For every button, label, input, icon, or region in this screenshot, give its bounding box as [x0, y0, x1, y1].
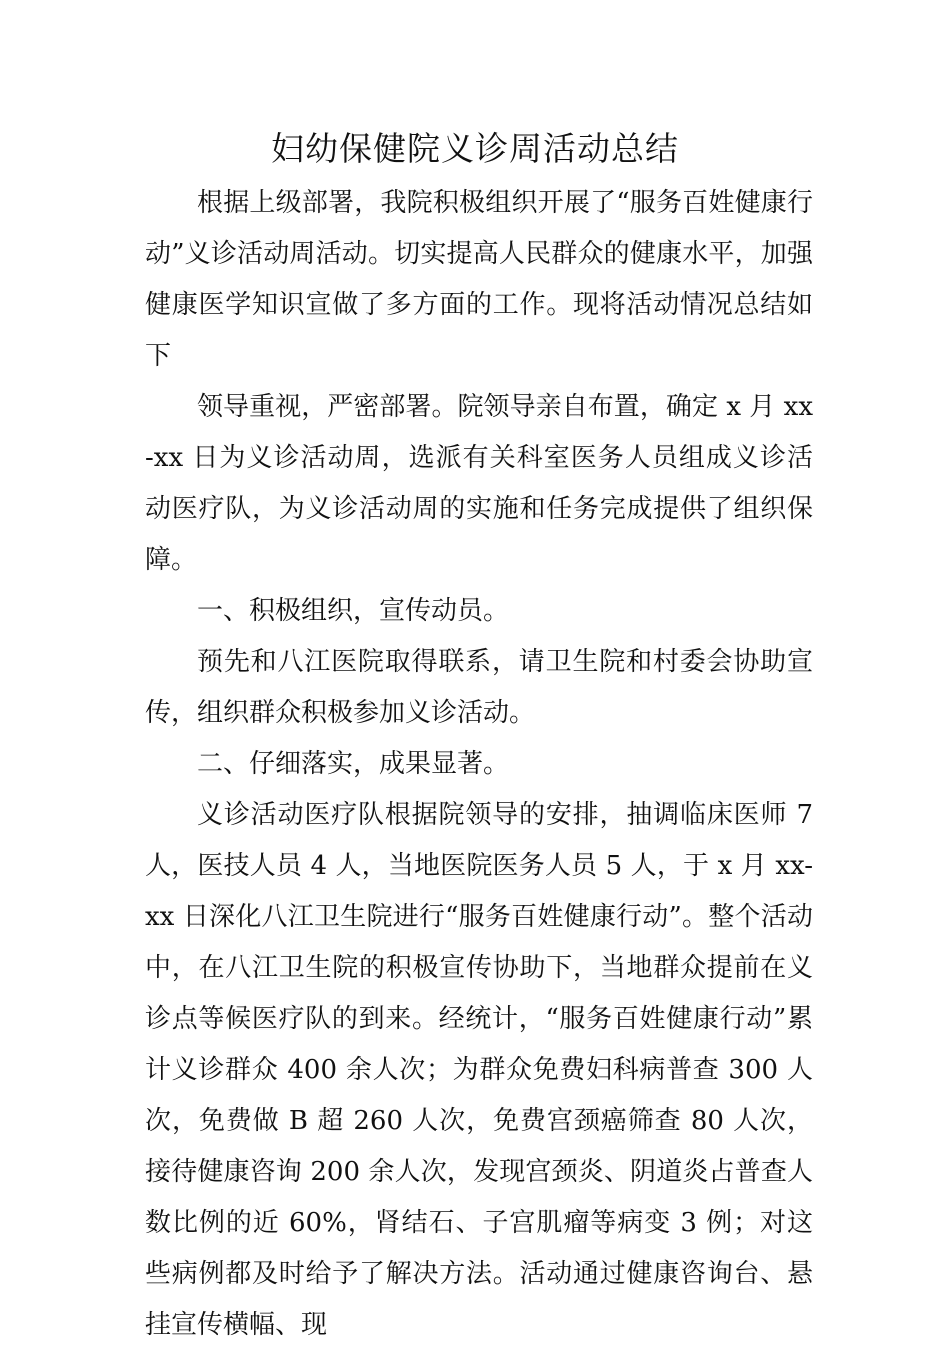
paragraph-leadership: 领导重视，严密部署。院领导亲自布置，确定 x 月 xx-xx 日为义诊活动周，选派有关科室医务人员组成义诊活动医疗队，为义诊活动周的实施和任务完成提供了组织保障。 — [145, 392, 813, 575]
document-title: 妇幼保健院义诊周活动总结 — [271, 129, 679, 168]
section-heading-organize: 一、积极组织，宣传动员。 — [197, 596, 510, 626]
document-body — [145, 178, 813, 1351]
paragraph-intro: 根据上级部署，我院积极组织开展了“服务百姓健康行动”义诊活动周活动。切实提高人民群众的健康水平，加强健康医学知识宣做了多方面的工作。现将活动情况总结如下 — [145, 188, 813, 371]
paragraph-organize: 预先和八江医院取得联系，请卫生院和村委会协助宣传，组织群众积极参加义诊活动。 — [145, 647, 813, 728]
section-heading-results: 二、仔细落实，成果显著。 — [197, 749, 510, 779]
paragraph-results: 义诊活动医疗队根据院领导的安排，抽调临床医师 7 人，医技人员 4 人，当地医院医务人员 5 人，于 x 月 xx-xx 日深化八江卫生院进行“服务百姓健康行动”。整个活动中，在八江卫生院的积极宣传协助下，当地群众提前在义诊点等候医疗队的到来。经统计，“服务百姓健康行动”累计义诊群众 400 余人次；为群众免费妇科病普查 300 人次，免费做 B 超 260 人次，免费宫颈癌筛查 80 人次，接待健康咨询 200 余人次，发现宫颈炎、阴道炎占普查人数比例的近 60%，肾结石、子宫肌瘤等病变 3 例；对这些病例都及时给予了解决方法。活动通过健康咨询台、悬挂宣传横幅、现 — [145, 800, 813, 1340]
